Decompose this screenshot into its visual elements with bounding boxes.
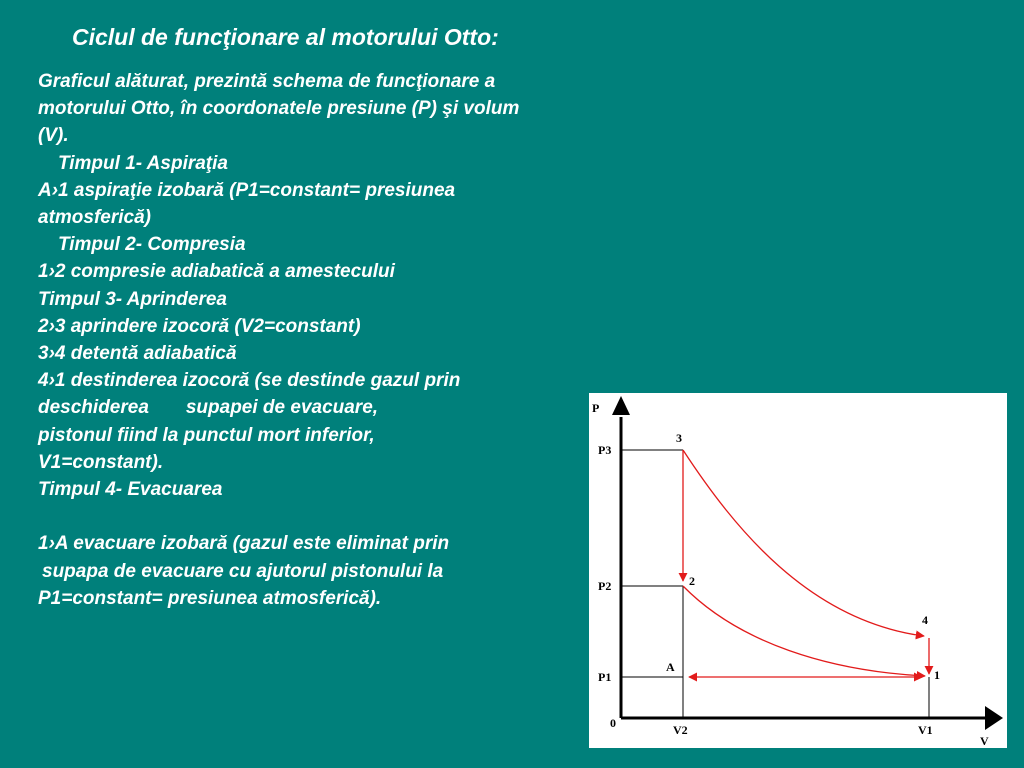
x-axis-arrow-icon — [985, 706, 1003, 730]
y-tick-p2: P2 — [598, 579, 612, 593]
description-line: pistonul fiind la punctul mort inferior, — [38, 424, 375, 446]
point-2-label: 2 — [689, 574, 695, 588]
y-tick-p3: P3 — [598, 443, 612, 457]
description-line: deschiderea supapei de evacuare, — [38, 397, 379, 419]
spacer — [38, 503, 628, 530]
description-line: P1=constant= presiunea atmosferică). — [38, 587, 382, 609]
description-text — [38, 68, 628, 612]
description-line: V1=constant). — [38, 451, 164, 473]
point-1-label: 1 — [934, 668, 940, 682]
y-tick-p1: P1 — [598, 670, 612, 684]
description-line: Graficul alăturat, prezintă schema de funcţionare a — [38, 71, 496, 92]
description-line: 4›1 destinderea izocoră (se destinde gazul prin — [38, 370, 461, 392]
description-line: (V). — [38, 125, 69, 147]
y-axis-arrow-icon — [612, 396, 630, 415]
origin-label: 0 — [610, 716, 616, 730]
stroke-4-heading: Timpul 4- Evacuarea — [38, 479, 223, 501]
point-A-label: A — [666, 660, 675, 674]
x-tick-v2: V2 — [673, 723, 688, 737]
pv-diagram-svg — [589, 393, 1007, 748]
point-3-label: 3 — [676, 431, 682, 445]
description-line: 1›A evacuare izobară (gazul este eliminat prin — [38, 533, 450, 555]
x-tick-v1: V1 — [918, 723, 933, 737]
slide-title: Ciclul de funcţionare al motorului Otto: — [72, 24, 499, 50]
description-line: 3›4 detentă adiabatică — [38, 343, 237, 365]
description-line: 1›2 compresie adiabatică a amestecului — [38, 261, 395, 283]
description-line: atmosferică) — [38, 207, 151, 229]
stroke-3-heading: Timpul 3- Aprinderea — [38, 288, 227, 310]
description-line: 2›3 aprindere izocoră (V2=constant) — [38, 315, 361, 337]
pv-diagram — [589, 393, 1007, 748]
description-line: supapa de evacuare cu ajutorul pistonului la — [42, 560, 444, 582]
y-axis-label: P — [592, 401, 600, 415]
description-line: A›1 aspiraţie izobară (P1=constant= presiunea — [38, 179, 456, 201]
path-3-4-adiabatic — [683, 450, 924, 636]
path-1-2-adiabatic — [683, 586, 925, 676]
stroke-1-heading: Timpul 1- Aspiraţia — [58, 152, 228, 174]
point-4-label: 4 — [922, 613, 928, 627]
description-line: motorului Otto, în coordonatele presiune (P) şi volum — [38, 98, 520, 120]
stroke-2-heading: Timpul 2- Compresia — [58, 234, 246, 256]
x-axis-label: V — [980, 734, 989, 748]
